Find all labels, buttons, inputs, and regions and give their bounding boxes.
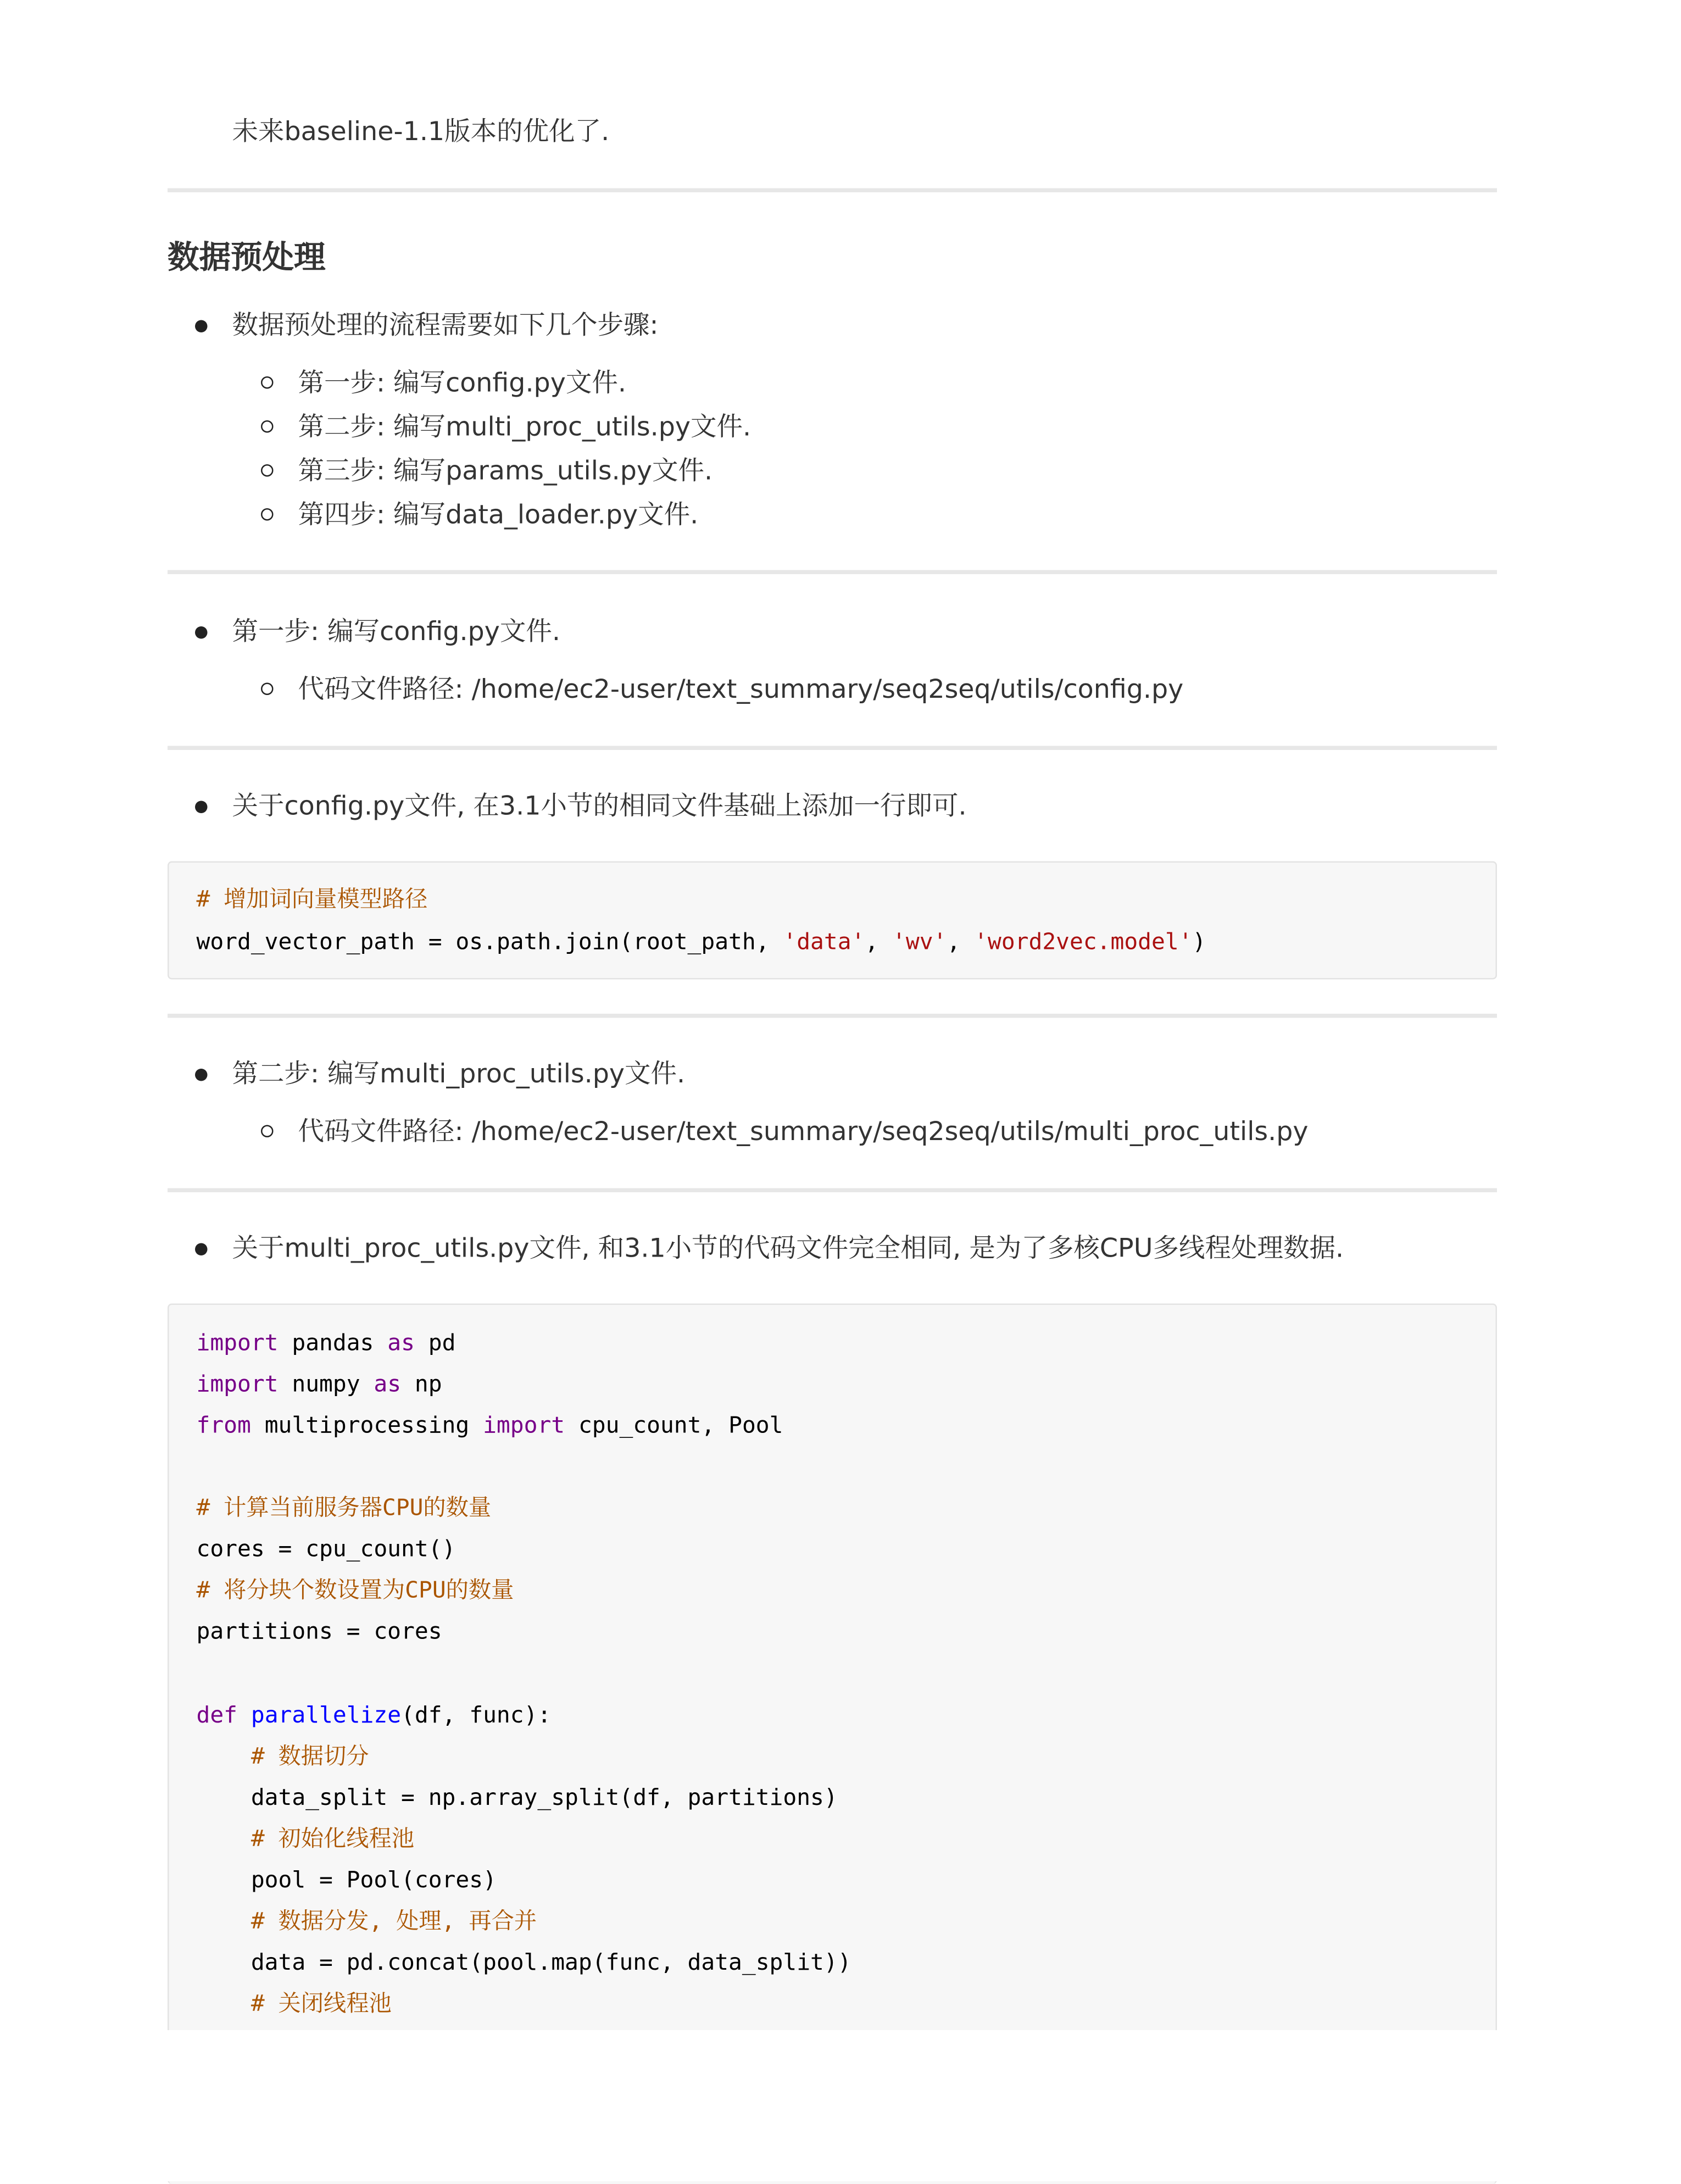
code-line: pool = Pool(cores)	[197, 1865, 497, 1896]
circle-bullet-icon	[261, 464, 274, 477]
list-item: 第二步: 编写multi_proc_utils.py文件.	[232, 1058, 686, 1091]
list-item: 第一步: 编写config.py文件.	[232, 615, 560, 648]
circle-bullet-icon	[261, 1125, 274, 1138]
code-line: def parallelize(df, func):	[197, 1700, 552, 1731]
bullet-icon	[195, 626, 208, 639]
divider	[168, 746, 1497, 751]
list-item: 第四步: 编写data_loader.py文件.	[298, 499, 699, 532]
section-heading: 数据预处理	[168, 232, 326, 278]
bullet-icon	[195, 320, 208, 333]
list-item: 关于config.py文件, 在3.1小节的相同文件基础上添加一行即可.	[232, 790, 967, 823]
circle-bullet-icon	[261, 508, 274, 521]
list-item: 第二步: 编写multi_proc_utils.py文件.	[298, 411, 752, 444]
code-line: word_vector_path = os.path.join(root_path, 'data', 'wv', 'word2vec.model')	[197, 927, 1206, 958]
circle-bullet-icon	[261, 420, 274, 433]
code-comment: # 初始化线程池	[197, 1824, 415, 1854]
code-line: from multiprocessing import cpu_count, Pool	[197, 1411, 783, 1441]
bullet-icon	[195, 1243, 208, 1256]
list-item: 关于multi_proc_utils.py文件, 和3.1小节的代码文件完全相同, 是为了多核CPU多线程处理数据.	[232, 1232, 1344, 1265]
divider	[168, 1014, 1497, 1018]
circle-bullet-icon	[261, 683, 274, 696]
code-comment: # 数据切分	[197, 1742, 369, 1772]
code-comment: # 计算当前服务器CPU的数量	[197, 1493, 492, 1524]
file-path-text: 代码文件路径: /home/ec2-user/text_summary/seq2seq/utils/multi_proc_utils.py	[298, 1115, 1309, 1148]
code-comment: # 数据分发, 处理, 再合并	[197, 1907, 537, 1937]
code-line: partitions = cores	[197, 1617, 442, 1647]
code-line: import pandas as pd	[197, 1329, 456, 1359]
code-comment: # 关闭线程池	[197, 1989, 392, 2019]
code-line: data_split = np.array_split(df, partitions)	[197, 1783, 838, 1813]
divider	[168, 1188, 1497, 1193]
list-item: 数据预处理的流程需要如下几个步骤:	[232, 309, 659, 342]
bullet-icon	[195, 1069, 208, 1081]
divider	[168, 188, 1497, 193]
code-comment: # 将分块个数设置为CPU的数量	[197, 1576, 514, 1606]
code-block	[168, 862, 1497, 980]
file-path-text: 代码文件路径: /home/ec2-user/text_summary/seq2seq/utils/config.py	[298, 673, 1184, 706]
code-line: data = pd.concat(pool.map(func, data_split))	[197, 1948, 851, 1978]
intro-text: 未来baseline-1.1版本的优化了.	[232, 115, 610, 148]
code-comment: # 增加词向量模型路径	[197, 885, 428, 915]
list-item: 第三步: 编写params_utils.py文件.	[298, 455, 713, 488]
list-item: 第一步: 编写config.py文件.	[298, 367, 626, 400]
code-line: cores = cpu_count()	[197, 1535, 456, 1565]
page-bottom-margin	[0, 2030, 1681, 2181]
circle-bullet-icon	[261, 376, 274, 389]
bullet-icon	[195, 801, 208, 814]
divider	[168, 570, 1497, 575]
code-line: import numpy as np	[197, 1370, 442, 1400]
